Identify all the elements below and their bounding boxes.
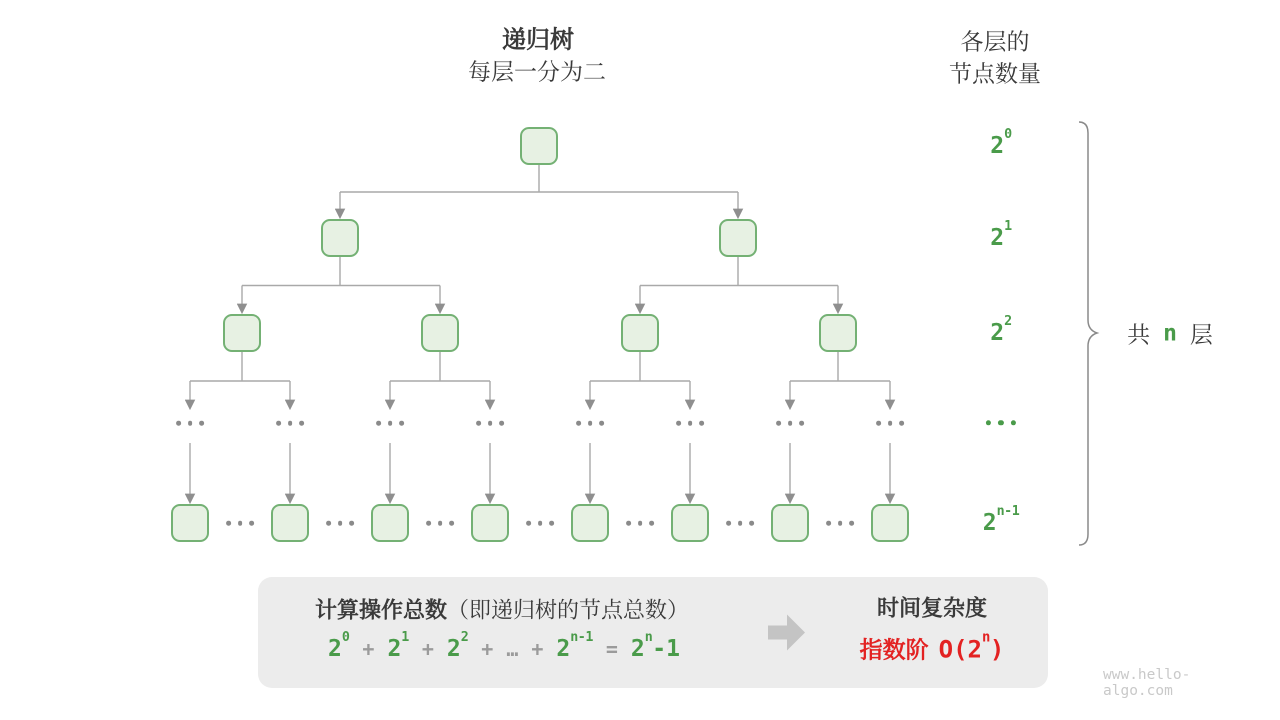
- ellipsis-dots: [176, 421, 204, 426]
- ellipsis-dots: [326, 521, 354, 526]
- dot: [288, 421, 293, 426]
- summary-formula: [328, 629, 680, 662]
- ellipsis-dots: [626, 521, 654, 526]
- dot: [388, 421, 393, 426]
- ellipsis-dots: [726, 521, 754, 526]
- dot: [476, 421, 481, 426]
- formula-term: 2$^{n-1}$: [556, 629, 593, 662]
- formula-term: $2^2$: [446, 629, 469, 662]
- dot: [376, 421, 381, 426]
- formula-operator: +: [421, 637, 434, 661]
- dot: [576, 421, 581, 426]
- formula-term: $2^0$: [328, 629, 350, 662]
- tree-node: [371, 504, 409, 542]
- ellipsis-dots: [826, 521, 854, 526]
- dot: [749, 521, 754, 526]
- dot: [599, 421, 604, 426]
- dot: [276, 421, 281, 426]
- dot: [238, 521, 243, 526]
- dot: [549, 521, 554, 526]
- summary-title-bold: 计算操作总数: [314, 597, 447, 623]
- brace-label-suffix: 层: [1189, 321, 1213, 348]
- tree-node: [171, 504, 209, 542]
- formula-term: 2$^n$-1: [630, 629, 680, 662]
- tree-node: [671, 504, 709, 542]
- dot: [826, 521, 831, 526]
- brace-label-prefix: 共: [1127, 321, 1151, 348]
- complexity-value: [859, 629, 1005, 665]
- dot: [588, 421, 593, 426]
- big-o-open: O(2: [938, 635, 983, 664]
- tree-node: [719, 219, 757, 257]
- dot: [876, 421, 881, 426]
- summary-title-rest: （即递归树的节点总数）: [447, 597, 690, 623]
- tree-node: [621, 314, 659, 352]
- formula-operator: +: [362, 637, 375, 661]
- ellipsis-dots: [376, 421, 404, 426]
- dot: [986, 420, 991, 425]
- formula-operator: +: [481, 637, 494, 661]
- complexity-prefix: 指数阶: [859, 636, 929, 663]
- ellipsis-dots: [776, 421, 804, 426]
- level-count-label: 2$^{n-1}$: [982, 503, 1020, 536]
- formula-operator: …: [506, 637, 519, 661]
- ellipsis-dots: [426, 521, 454, 526]
- dot: [799, 421, 804, 426]
- ellipsis-dots: [676, 421, 704, 426]
- brace-label-n: n: [1163, 320, 1177, 346]
- level-count-label: $2^1$: [990, 218, 1012, 251]
- big-o-close: ): [989, 635, 1005, 664]
- dot: [788, 421, 793, 426]
- dot: [449, 521, 454, 526]
- page-subtitle: 每层一分为二: [468, 58, 606, 85]
- formula-term: $2^1$: [387, 629, 409, 662]
- tree-node: [571, 504, 609, 542]
- dot: [326, 521, 331, 526]
- right-column-header-line1: 各层的: [960, 28, 1030, 55]
- dot: [626, 521, 631, 526]
- page-title: 递归树: [502, 26, 574, 54]
- dot: [699, 421, 704, 426]
- dot: [638, 521, 643, 526]
- dot: [738, 521, 743, 526]
- dot: [176, 421, 181, 426]
- dot: [188, 421, 193, 426]
- brace-label: [1127, 317, 1213, 350]
- tree-node: [421, 314, 459, 352]
- dot: [1011, 420, 1016, 425]
- ellipsis-dots: [576, 421, 604, 426]
- dot: [688, 421, 693, 426]
- watermark: www.hello-algo.com: [1103, 667, 1191, 699]
- dot: [998, 420, 1003, 425]
- dot: [199, 421, 204, 426]
- ellipsis-dots: [226, 521, 254, 526]
- tree-node: [520, 127, 558, 165]
- dot: [499, 421, 504, 426]
- summary-panel: [258, 577, 1048, 688]
- ellipsis-dots: [876, 421, 904, 426]
- dot: [226, 521, 231, 526]
- dot: [488, 421, 493, 426]
- right-column-header-line2: 节点数量: [949, 60, 1041, 87]
- dot: [299, 421, 304, 426]
- tree-node: [871, 504, 909, 542]
- tree-node: [223, 314, 261, 352]
- big-o-exponent: n: [982, 629, 990, 646]
- dot: [849, 521, 854, 526]
- ellipsis-dots: [476, 421, 504, 426]
- tree-node: [819, 314, 857, 352]
- level-count-label: $2^0$: [990, 126, 1012, 159]
- formula-operator: +: [531, 637, 544, 661]
- dot: [676, 421, 681, 426]
- level-count-label: [986, 420, 1016, 425]
- connector-group: [190, 165, 890, 502]
- dot: [888, 421, 893, 426]
- summary-title: [315, 594, 689, 625]
- complexity-label: 时间复杂度: [876, 595, 988, 621]
- dot: [726, 521, 731, 526]
- ellipsis-dots: [276, 421, 304, 426]
- dot: [538, 521, 543, 526]
- dot: [649, 521, 654, 526]
- dot: [249, 521, 254, 526]
- tree-node: [271, 504, 309, 542]
- dot: [776, 421, 781, 426]
- big-o-notation: [938, 629, 1005, 664]
- formula-operator: =: [605, 637, 618, 661]
- ellipsis-dots: [986, 420, 1016, 425]
- level-count-label: $2^2$: [990, 313, 1012, 346]
- dot: [526, 521, 531, 526]
- brace-icon: [1079, 122, 1097, 545]
- dot: [338, 521, 343, 526]
- tree-node: [471, 504, 509, 542]
- dot: [438, 521, 443, 526]
- tree-node: [771, 504, 809, 542]
- tree-node: [321, 219, 359, 257]
- dot: [349, 521, 354, 526]
- dot: [899, 421, 904, 426]
- dot: [426, 521, 431, 526]
- ellipsis-dots: [526, 521, 554, 526]
- dot: [399, 421, 404, 426]
- dot: [838, 521, 843, 526]
